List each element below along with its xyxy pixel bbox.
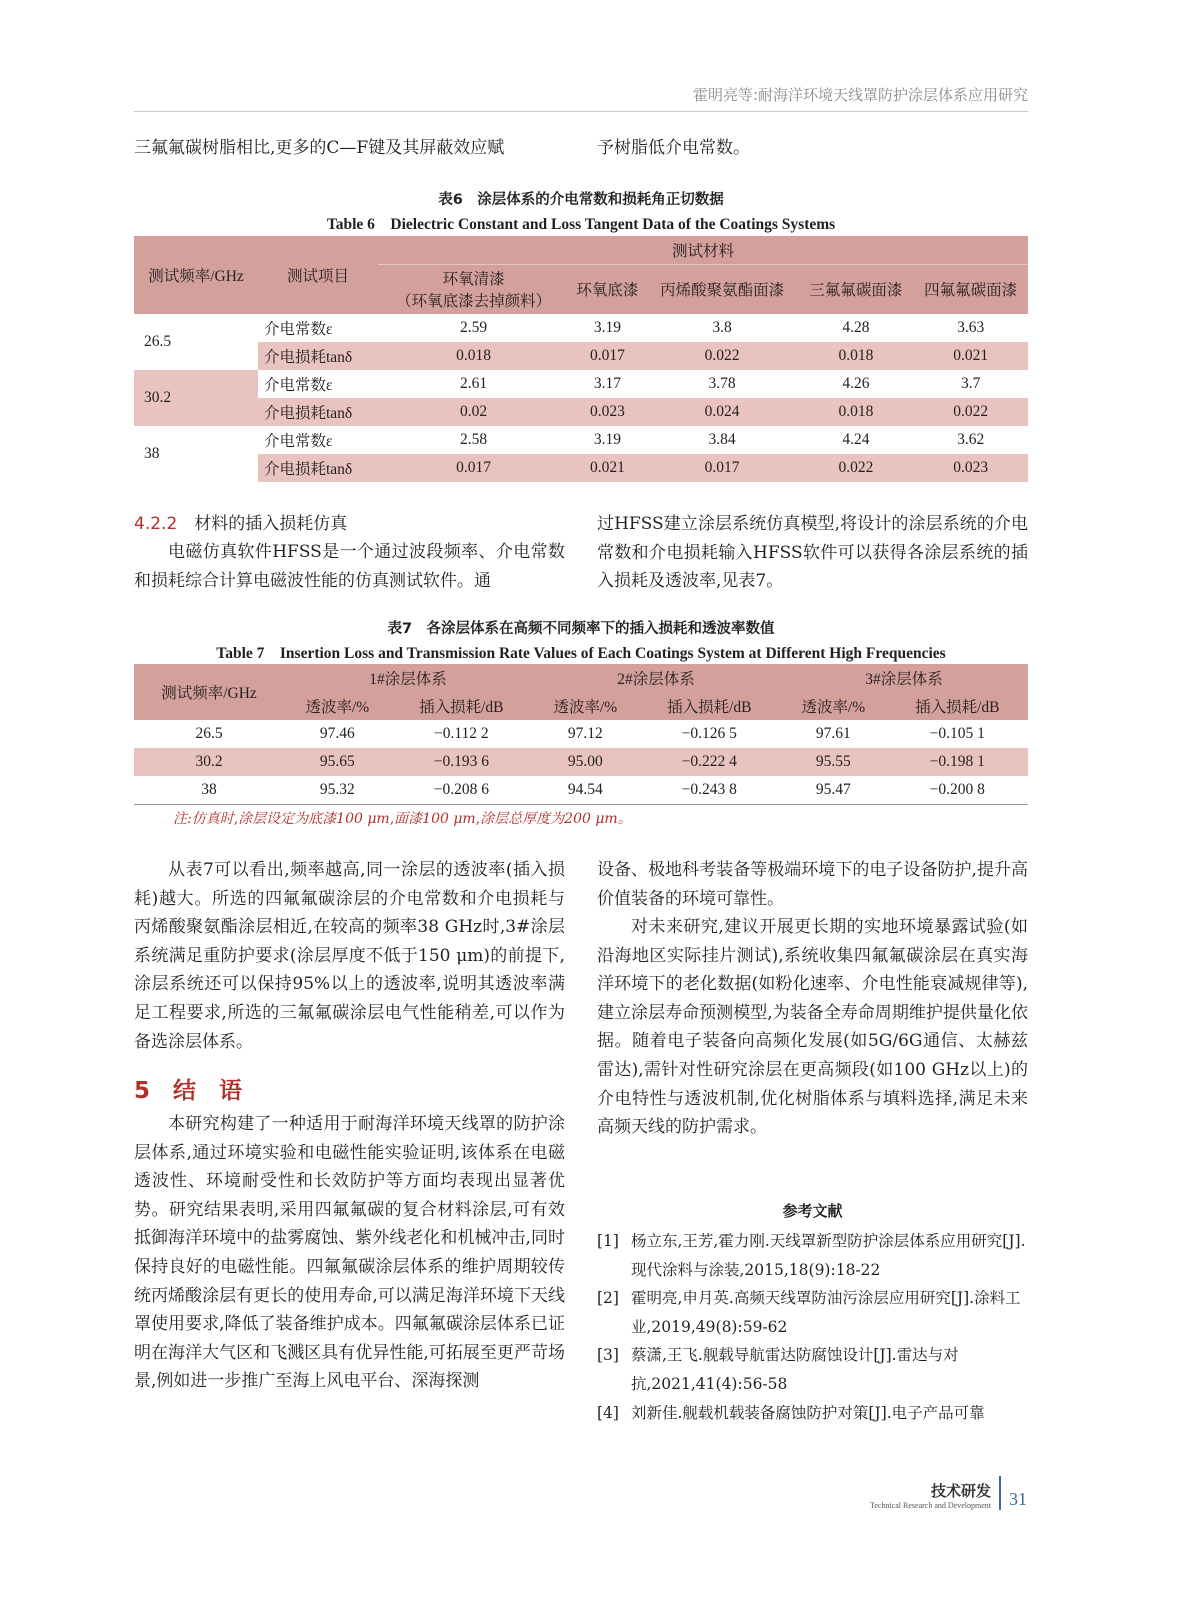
table6-caption-cn: 表6 涂层体系的介电常数和损耗角正切数据 [438, 192, 724, 208]
cell-value: 3.78 [708, 375, 736, 392]
left-paragraph-1: 从表7可以看出,频率越高,同一涂层的透波率(插入损耗)越大。所选的四氟氟碳涂层的介电常数和介电损耗与丙烯酸聚氨酯涂层相近,在较高的频率38 GHz时,3#涂层系统满足重防护要求(涂层厚度不低于150 μm)的前提下,涂层系统还可以保持95%以上的透波率,说明其透波率满足工程要求,所选的三氟氟碳涂层电气性能稍差,可以作为备选涂层体系。 [134, 860, 565, 1052]
th-rate: 透波率/% [305, 699, 370, 716]
cell-value: 95.55 [815, 753, 851, 770]
cell-value: 0.021 [953, 347, 989, 364]
top-right-text: 予树脂低介电常数。 [597, 138, 750, 158]
reference-number: [1] [597, 1232, 619, 1250]
right-paragraph-2: 对未来研究,建议开展更长期的实地环境暴露试验(如沿海地区实际挂片测试),系统收集四氟氟碳涂层在真实海洋环境下的老化数据(如粉化速率、介电性能衰减规律等),建立涂层寿命预测模型,为装备全寿命周期维护提供量化依据。随着电子装备向高频化发展(如5G/6G通信、太赫兹雷达),需针对性研究涂层在更高频段(如100 GHz以上)的介电特性与透波机制,优化树脂体系与填料选择,满足未来高频天线的防护需求。 [597, 917, 1028, 1138]
cell-value: 0.017 [704, 459, 740, 476]
table7-caption-en: Table 7 Insertion Loss and Transmission Rate Values of Each Coatings System at Different High Frequencies [216, 645, 946, 662]
th-freq: 测试频率/GHz [161, 685, 257, 702]
cell-value: 0.02 [460, 403, 488, 420]
cell-item: 介电损耗tanδ [264, 461, 353, 478]
th-mat-2: 环氧底漆 [576, 282, 639, 300]
th-mat-1: 环氧清漆 （环氧底漆去掉颜料） [396, 271, 552, 311]
references-title: 参考文献 [782, 1202, 843, 1220]
reference-number: [3] [597, 1346, 619, 1365]
cell-value: −0.193 6 [433, 753, 489, 770]
cell-value: 0.017 [589, 347, 625, 364]
cell-value: −0.200 8 [929, 780, 985, 798]
cell-value: 0.022 [838, 459, 874, 476]
cell-freq: 30.2 [134, 370, 258, 426]
cell-value: 0.022 [953, 403, 989, 420]
th-item: 测试项目 [286, 268, 349, 285]
cell-value: 0.023 [589, 403, 625, 420]
cell-value: −0.222 4 [681, 753, 737, 770]
cell-freq: 38 [144, 445, 160, 462]
th-mat-5: 四氟氟碳面漆 [924, 282, 1018, 300]
reference-item [597, 1284, 1028, 1341]
cell-value: 97.12 [567, 725, 603, 742]
cell-value: 3.63 [957, 319, 985, 336]
cell-value: 3.62 [957, 431, 985, 448]
th-sys-1: 1#涂层体系 [369, 671, 447, 688]
cell-value: 95.65 [319, 753, 355, 770]
p422-left: 电磁仿真软件HFSS是一个通过波段频率、介电常数和损耗综合计算电磁波性能的仿真测试软件。通 [134, 542, 565, 591]
th-rate: 透波率/% [553, 699, 618, 716]
cell-value: 0.018 [838, 347, 874, 364]
top-left-text: 三氟氟碳树脂相比,更多的C—F键及其屏蔽效应赋 [134, 138, 505, 158]
cell-value: 3.7 [960, 375, 981, 392]
cell-value: 4.28 [842, 319, 870, 336]
references-list [597, 1227, 1028, 1427]
reference-number: [4] [597, 1403, 619, 1422]
table7 [134, 664, 1028, 805]
table6 [134, 236, 1028, 482]
th-loss: 插入损耗/dB [915, 699, 1000, 716]
table-row [134, 314, 1028, 342]
cell-value: 26.5 [195, 725, 223, 742]
th-freq: 测试频率/GHz [148, 268, 244, 285]
cell-value: 97.46 [319, 725, 355, 742]
left-paragraph-2: 本研究构建了一种适用于耐海洋环境天线罩的防护涂层体系,通过环境实验和电磁性能实验证明,该体系在电磁透波性、环境耐受性和长效防护等方面均表现出显著优势。研究结果表明,采用四氟氟碳的复合材料涂层,可有效抵御海洋环境中的盐雾腐蚀、紫外线老化和机械冲击,同时保持良好的电磁性能。四氟氟碳涂层体系的维护周期较传统丙烯酸涂层有更长的使用寿命,可以满足海洋环境下天线罩使用要求,降低了装备维护成本。四氟氟碳涂层体系已证明在海洋大气区和飞溅区具有优异性能,可拓展至更严苛场景,例如进一步推广至海上风电平台、深海探测 [134, 1114, 565, 1392]
table-row [134, 398, 1028, 426]
reference-number: [2] [597, 1289, 619, 1308]
table-row [134, 776, 1028, 804]
cell-value: 4.24 [842, 431, 870, 448]
cell-item: 介电常数ε [264, 377, 333, 394]
table-row [134, 342, 1028, 370]
reference-text: 霍明亮,申月英.高频天线罩防油污涂层应用研究[J].涂料工业,2019,49(8):59-62 [631, 1289, 1021, 1336]
cell-value: 0.022 [704, 347, 740, 364]
reference-item [597, 1341, 1028, 1398]
th-rate: 透波率/% [801, 699, 866, 716]
cell-value: −0.112 2 [433, 725, 489, 742]
th-sys-2: 2#涂层体系 [617, 671, 695, 688]
th-loss: 插入损耗/dB [419, 699, 504, 716]
reference-text: 刘新佳.舰载机载装备腐蚀防护对策[J].电子产品可靠 [631, 1403, 985, 1422]
cell-value: −0.105 1 [929, 725, 985, 742]
th-mat-3: 丙烯酸聚氨酯面漆 [660, 282, 785, 300]
cell-value: 3.19 [593, 319, 621, 336]
cell-freq: 26.5 [144, 333, 172, 350]
footer-section-cn: 技术研发 [930, 1482, 991, 1500]
right-paragraph-1: 设备、极地科考装备等极端环境下的电子设备防护,提升高价值装备的环境可靠性。 [597, 860, 1028, 909]
table-row [134, 426, 1028, 454]
footer-section-en: Technical Research and Development [870, 1501, 991, 1510]
running-head: 霍明亮等:耐海洋环境天线罩防护涂层体系应用研究 [134, 84, 1028, 112]
cell-value: 3.19 [593, 431, 621, 448]
cell-value: 95.32 [319, 780, 355, 798]
p422-right: 过HFSS建立涂层系统仿真模型,将设计的涂层系统的介电常数和介电损耗输入HFSS软件可以获得各涂层系统的插入损耗及透波率,见表7。 [597, 514, 1028, 592]
cell-value: 95.00 [567, 753, 603, 770]
page-number: 31 [1009, 1489, 1027, 1509]
cell-value: −0.126 5 [681, 725, 737, 742]
cell-value: 0.017 [456, 459, 492, 476]
cell-value: 2.59 [460, 319, 488, 336]
cell-item: 介电常数ε [264, 321, 333, 338]
cell-value: 3.84 [708, 431, 736, 448]
section-5-heading: 5 结 语 [134, 1078, 243, 1104]
reference-text: 杨立东,王芳,霍力刚.天线罩新型防护涂层体系应用研究[J].现代涂料与涂装,2015,18(9):18-22 [631, 1232, 1026, 1279]
reference-item [597, 1399, 1028, 1428]
cell-item: 介电损耗tanδ [264, 349, 353, 366]
reference-item [597, 1227, 1028, 1284]
th-material: 测试材料 [378, 236, 1028, 264]
cell-value: 97.61 [815, 725, 851, 742]
cell-value: 30.2 [195, 753, 223, 770]
reference-text: 蔡潇,王飞.舰载导航雷达防腐蚀设计[J].雷达与对抗,2021,41(4):56-58 [631, 1346, 959, 1393]
table7-caption-cn: 表7 各涂层体系在高频不同频率下的插入损耗和透波率数值 [387, 621, 775, 637]
cell-item: 介电常数ε [264, 433, 333, 450]
footer [870, 1476, 1027, 1510]
cell-value: 95.47 [815, 780, 851, 798]
cell-item: 介电损耗tanδ [264, 405, 353, 422]
cell-value: 0.018 [838, 403, 874, 420]
th-mat-4: 三氟氟碳面漆 [809, 282, 903, 300]
th-loss: 插入损耗/dB [667, 699, 752, 716]
cell-value: 0.021 [589, 459, 625, 476]
cell-value: 94.54 [567, 780, 603, 798]
cell-value: −0.198 1 [929, 753, 985, 770]
cell-value: 0.023 [953, 459, 989, 476]
cell-value: 0.018 [456, 347, 492, 364]
section-4-2-2: 4.2.2 材料的插入损耗仿真 [134, 514, 348, 534]
cell-value: 2.61 [460, 375, 488, 392]
cell-value: 3.8 [712, 319, 732, 336]
table-row [134, 720, 1028, 748]
table7-note: 注:仿真时,涂层设定为底漆100 μm,面漆100 μm,涂层总厚度为200 μm。 [173, 811, 632, 827]
table-row [134, 454, 1028, 482]
table-row [134, 748, 1028, 776]
cell-value: 3.17 [593, 375, 621, 392]
table-row [134, 370, 1028, 398]
cell-value: −0.243 8 [681, 780, 737, 798]
cell-value: 4.26 [842, 375, 870, 392]
cell-value: −0.208 6 [433, 780, 489, 798]
th-sys-3: 3#涂层体系 [865, 671, 943, 688]
table6-caption-en: Table 6 Dielectric Constant and Loss Tangent Data of the Coatings Systems [326, 216, 836, 233]
cell-value: 38 [201, 780, 217, 798]
cell-value: 0.024 [704, 403, 740, 420]
cell-value: 2.58 [460, 431, 488, 448]
